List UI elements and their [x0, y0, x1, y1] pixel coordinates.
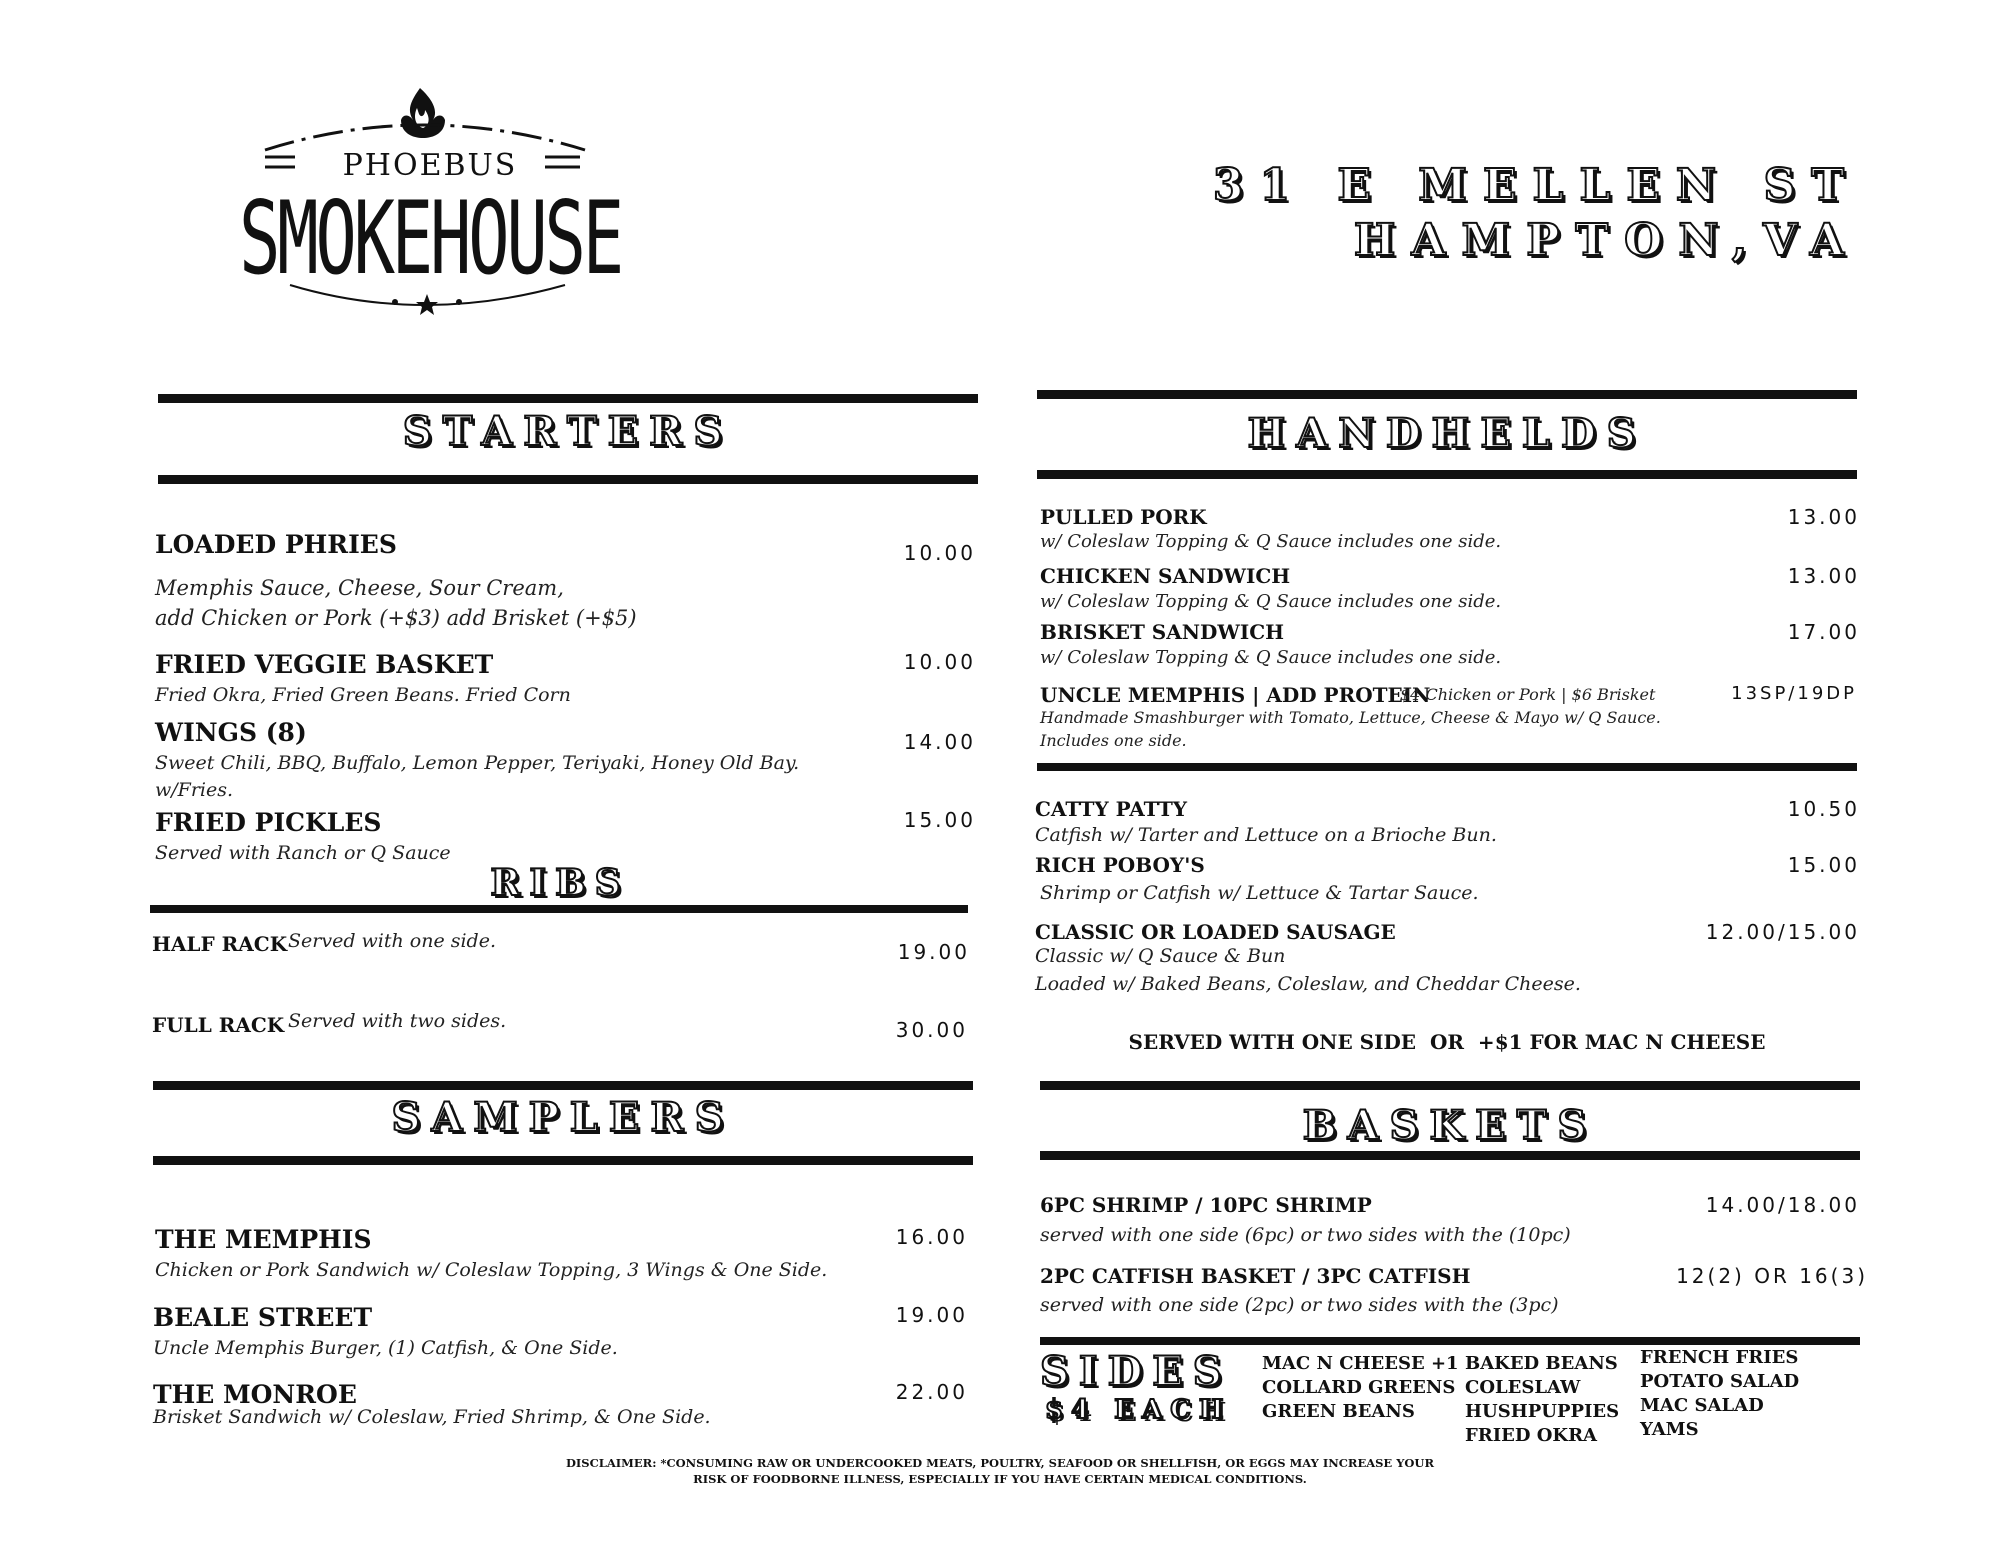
logo	[195, 80, 665, 320]
side-item: BAKED BEANS	[1465, 1353, 1618, 1374]
handheld-addon: $4 Chicken or Pork | $6 Brisket	[1400, 685, 1656, 704]
handheld-desc: w/ Coleslaw Topping & Q Sauce includes one side.	[1040, 591, 1502, 612]
sides-rule	[1040, 1337, 1860, 1345]
sampler-name: BEALE STREET	[153, 1303, 373, 1332]
handhelds-bottom-rule	[1037, 470, 1857, 479]
handheld-desc: Handmade Smashburger with Tomato, Lettuce, Cheese & Mayo w/ Q Sauce.	[1040, 708, 1661, 727]
baskets-bottom-rule	[1040, 1151, 1860, 1160]
sides-column-3	[1640, 1346, 1799, 1442]
sides-heading: SIDES	[1040, 1348, 1232, 1395]
rib-desc: Served with two sides.	[288, 1010, 507, 1032]
sides-column-2	[1465, 1352, 1619, 1448]
side-item: FRIED OKRA	[1465, 1425, 1598, 1446]
disclaimer-line-2: RISK OF FOODBORNE ILLNESS, ESPECIALLY IF YOU HAVE CERTAIN MEDICAL CONDITIONS.	[693, 1472, 1307, 1486]
ribs-rule	[150, 905, 968, 913]
starter-name: FRIED PICKLES	[155, 808, 382, 837]
side-item: COLESLAW	[1465, 1377, 1581, 1398]
handheld-price: 15.00	[1787, 853, 1860, 877]
handheld-desc: Classic w/ Q Sauce & Bun	[1035, 945, 1286, 967]
basket-name: 6PC SHRIMP / 10PC SHRIMP	[1040, 1193, 1372, 1217]
starter-desc: Memphis Sauce, Cheese, Sour Cream,	[155, 576, 564, 600]
side-item: POTATO SALAD	[1640, 1371, 1800, 1392]
starter-price: 15.00	[903, 808, 976, 832]
sampler-desc: Chicken or Pork Sandwich w/ Coleslaw Topping, 3 Wings & One Side.	[155, 1259, 828, 1281]
handheld-price: 17.00	[1787, 620, 1860, 644]
basket-price: 14.00/18.00	[1705, 1193, 1860, 1217]
starter-desc: w/Fries.	[155, 779, 234, 801]
handheld-desc: Includes one side.	[1040, 731, 1187, 750]
sides-subheading: $4 EACH	[1045, 1395, 1232, 1425]
handheld-name: CLASSIC OR LOADED SAUSAGE	[1035, 920, 1396, 944]
handheld-price: 13.00	[1787, 564, 1860, 588]
handheld-desc: Shrimp or Catfish w/ Lettuce & Tartar Sauce.	[1040, 882, 1479, 904]
sampler-price: 19.00	[895, 1303, 968, 1327]
rib-name: FULL RACK	[152, 1013, 285, 1037]
disclaimer-line-1: DISCLAIMER: *CONSUMING RAW OR UNDERCOOKED MEATS, POULTRY, SEAFOOD OR SHELLFISH, OR EGGS MAY INCREASE YOUR	[565, 1456, 1435, 1470]
rib-price: 19.00	[897, 940, 970, 964]
side-item: GREEN BEANS	[1262, 1401, 1415, 1422]
sampler-price: 16.00	[895, 1225, 968, 1249]
logo-main-text: SMOKEHOUSE	[239, 179, 621, 297]
starter-name: LOADED PHRIES	[155, 530, 397, 559]
basket-desc: served with one side (2pc) or two sides with the (3pc)	[1040, 1294, 1559, 1316]
starters-bottom-rule	[158, 475, 978, 484]
baskets-top-rule	[1040, 1081, 1860, 1090]
basket-desc: served with one side (6pc) or two sides with the (10pc)	[1040, 1224, 1571, 1246]
starter-price: 10.00	[903, 650, 976, 674]
handhelds-mid-rule	[1037, 763, 1857, 771]
basket-name: 2PC CATFISH BASKET / 3PC CATFISH	[1040, 1264, 1471, 1288]
handheld-name: BRISKET SANDWICH	[1040, 620, 1285, 644]
samplers-bottom-rule	[153, 1156, 973, 1165]
sampler-name: THE MEMPHIS	[155, 1225, 372, 1254]
handhelds-note: SERVED WITH ONE SIDE OR +$1 FOR MAC N CHEESE	[1128, 1030, 1766, 1054]
sampler-price: 22.00	[895, 1380, 968, 1404]
basket-price: 12(2) OR 16(3)	[1676, 1264, 1868, 1288]
rib-name: HALF RACK	[152, 932, 288, 956]
handhelds-heading: HANDHELDS	[1247, 410, 1647, 457]
rib-desc: Served with one side.	[288, 930, 497, 952]
starter-price: 10.00	[903, 541, 976, 565]
samplers-heading: SAMPLERS	[391, 1094, 735, 1141]
side-item: YAMS	[1640, 1419, 1699, 1440]
logo-top-text: PHOEBUS	[342, 148, 518, 183]
starter-price: 14.00	[903, 730, 976, 754]
sampler-name: THE MONROE	[153, 1380, 357, 1409]
side-item: MAC SALAD	[1640, 1395, 1764, 1416]
flame-icon	[401, 88, 445, 138]
sampler-desc: Uncle Memphis Burger, (1) Catfish, & One Side.	[153, 1337, 618, 1359]
sampler-desc: Brisket Sandwich w/ Coleslaw, Fried Shrimp, & One Side.	[153, 1406, 711, 1428]
side-item: MAC N CHEESE +1	[1262, 1353, 1459, 1374]
sides-column-1	[1262, 1352, 1459, 1424]
rib-price: 30.00	[895, 1018, 968, 1042]
handhelds-top-rule	[1037, 390, 1857, 399]
starter-name: FRIED VEGGIE BASKET	[155, 650, 494, 679]
starters-top-rule	[158, 394, 978, 403]
address-line-2: HAMPTON,VA	[1353, 215, 1860, 266]
handheld-name: RICH POBOY'S	[1035, 853, 1205, 877]
handheld-desc: w/ Coleslaw Topping & Q Sauce includes one side.	[1040, 647, 1502, 668]
side-item: HUSHPUPPIES	[1465, 1401, 1620, 1422]
handheld-price: 13SP/19DP	[1731, 683, 1857, 704]
side-item: COLLARD GREENS	[1262, 1377, 1456, 1398]
disclaimer	[500, 1455, 1500, 1487]
starter-name: WINGS (8)	[155, 718, 307, 747]
address-line-1: 31 E MELLEN ST	[1212, 160, 1860, 211]
starter-desc: Sweet Chili, BBQ, Buffalo, Lemon Pepper, Teriyaki, Honey Old Bay.	[155, 752, 800, 774]
handheld-desc: Loaded w/ Baked Beans, Coleslaw, and Cheddar Cheese.	[1035, 973, 1581, 995]
starter-desc: add Chicken or Pork (+$3) add Brisket (+$5)	[155, 606, 637, 630]
starter-desc: Served with Ranch or Q Sauce	[155, 842, 451, 864]
handheld-name: UNCLE MEMPHIS | ADD PROTEIN	[1040, 683, 1431, 707]
samplers-top-rule	[153, 1081, 973, 1090]
handheld-desc: Catfish w/ Tarter and Lettuce on a Brioche Bun.	[1035, 824, 1497, 846]
handheld-name: CHICKEN SANDWICH	[1040, 564, 1291, 588]
handheld-name: CATTY PATTY	[1035, 797, 1187, 821]
handheld-price: 12.00/15.00	[1705, 920, 1860, 944]
ribs-heading: RIBS	[490, 862, 630, 904]
handheld-desc: w/ Coleslaw Topping & Q Sauce includes one side.	[1040, 531, 1502, 552]
baskets-heading: BASKETS	[1302, 1102, 1598, 1149]
starter-desc: Fried Okra, Fried Green Beans. Fried Corn	[155, 684, 571, 706]
handheld-name: PULLED PORK	[1040, 505, 1207, 529]
starters-heading: STARTERS	[402, 408, 734, 455]
side-item: FRENCH FRIES	[1640, 1347, 1799, 1368]
handheld-price: 13.00	[1787, 505, 1860, 529]
handheld-price: 10.50	[1787, 797, 1860, 821]
